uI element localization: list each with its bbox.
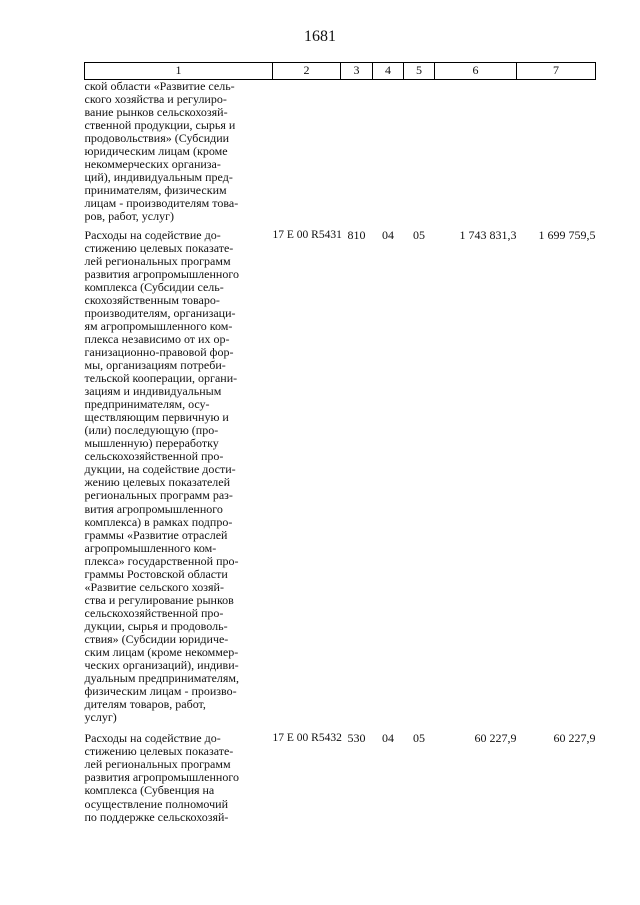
text-line: зациям и индивидуальным — [84, 384, 222, 399]
target-code: 17 Е 00 R5432 — [272, 732, 342, 745]
text-line: некоммерческих организа- — [84, 157, 221, 172]
text-line: региональных программ раз- — [84, 488, 233, 503]
section-code: 04 — [382, 731, 394, 746]
text-line: дуальным предпринимателям, — [84, 671, 239, 686]
text-line: ций), индивидуальным пред- — [84, 170, 233, 185]
text-line: ской области «Развитие сель- — [84, 79, 235, 93]
text-line: граммы «Развитие отраслей — [84, 527, 228, 542]
row-description — [85, 732, 273, 823]
text-line: плекса независимо от их ор- — [84, 331, 230, 346]
text-line: ствия» (Субсидии юридиче- — [84, 631, 229, 646]
header-row — [85, 63, 596, 80]
text-line: стижению целевых показате- — [84, 744, 234, 759]
text-line: комплекса (Субсидии сель- — [84, 279, 224, 294]
row-description — [85, 80, 273, 229]
text-line: развития агропромышленного — [84, 770, 239, 785]
target-code: 17 Е 00 R5431 — [272, 228, 342, 241]
text-line: комплекса (Субвенция на — [84, 783, 215, 798]
text-line: ческих организаций), индиви- — [84, 658, 239, 673]
page-number: 1681 — [304, 28, 336, 45]
text-line: принимателям, физическим — [84, 183, 227, 198]
table-row — [85, 732, 596, 823]
amount-column-6 — [435, 80, 517, 229]
text-line: ства и регулирование рынков — [84, 592, 234, 607]
text-line: (или) последующую (про- — [84, 423, 219, 438]
text-line: скохозяйственным товаро- — [84, 292, 220, 307]
amount-column-7: 1 699 759,5 — [538, 227, 596, 242]
text-line: ям агропромышленного ком- — [84, 318, 233, 333]
text-line: ществляющим первичную и — [84, 410, 229, 425]
text-line: ганизационно-правовой фор- — [84, 344, 234, 359]
text-line: вития агропромышленного — [84, 501, 223, 516]
text-line: лей региональных программ — [84, 253, 231, 268]
table-row — [85, 80, 596, 229]
subsection-code: 05 — [413, 227, 425, 242]
text-line: Расходы на содействие до- — [84, 731, 221, 746]
subsection-code — [404, 80, 435, 229]
amount-column-6: 1 743 831,3 — [459, 227, 517, 242]
column-header-5: 5 — [404, 63, 435, 80]
subsection-code: 05 — [413, 731, 425, 746]
text-line: сельскохозяйственной про- — [84, 605, 224, 620]
row-description — [85, 229, 273, 733]
amount-column-7 — [517, 80, 596, 229]
budget-table — [84, 62, 596, 824]
text-line: тельской кооперации, органи- — [84, 371, 238, 386]
text-line: стижению целевых показате- — [84, 240, 234, 255]
table-body — [85, 80, 596, 824]
section-code — [373, 80, 404, 229]
expense-type: 530 — [347, 731, 366, 746]
text-line: дителям товаров, работ, — [84, 697, 206, 712]
column-header-1: 1 — [85, 63, 273, 80]
text-line: развития агропромышленного — [84, 266, 239, 281]
text-line: дукции, сырья и продоволь- — [84, 618, 228, 633]
column-header-2: 2 — [273, 63, 341, 80]
text-line: предпринимателям, осу- — [84, 397, 210, 412]
table-header — [85, 63, 596, 80]
text-line: комплекса) в рамках подпро- — [84, 514, 233, 529]
text-line: мы, организациям потреби- — [84, 357, 226, 372]
text-line: мышленную) переработку — [84, 436, 219, 451]
text-line: граммы Ростовской области — [84, 566, 228, 581]
text-line: осуществление полномочий — [84, 796, 229, 811]
column-header-4: 4 — [373, 63, 404, 80]
text-line: плекса» государственной про- — [84, 553, 239, 568]
text-line: лей региональных программ — [84, 757, 231, 772]
text-line: жению целевых показателей — [84, 475, 231, 490]
expense-type: 810 — [347, 227, 366, 242]
expense-type — [341, 80, 373, 229]
text-line: ским лицам (кроме некоммер- — [84, 645, 239, 660]
text-line: Расходы на содействие до- — [84, 227, 221, 242]
text-line: юридическим лицам (кроме — [84, 144, 228, 159]
column-header-7: 7 — [517, 63, 596, 80]
amount-column-7: 60 227,9 — [553, 731, 596, 746]
text-line: агропромышленного ком- — [84, 540, 217, 555]
text-line: ского хозяйства и регулиро- — [84, 92, 227, 107]
text-line: сельскохозяйственной про- — [84, 449, 224, 464]
amount-column-6: 60 227,9 — [474, 731, 517, 746]
text-line: производителям, организаци- — [84, 305, 236, 320]
text-line: ров, работ, услуг) — [84, 209, 175, 224]
column-header-3: 3 — [341, 63, 373, 80]
text-line: ственной продукции, сырья и — [84, 118, 236, 133]
text-line: лицам - производителям това- — [84, 196, 239, 211]
section-code: 04 — [382, 227, 394, 242]
column-header-6: 6 — [435, 63, 517, 80]
text-line: «Развитие сельского хозяй- — [84, 579, 224, 594]
text-line: продовольствия» (Субсидии — [84, 131, 230, 146]
text-line: услуг) — [84, 710, 117, 725]
text-line: физическим лицам - произво- — [84, 684, 237, 699]
text-line: по поддержке сельскохозяй- — [84, 809, 229, 824]
text-line: вание рынков сельскохозяй- — [84, 105, 228, 120]
text-line: дукции, на содействие дости- — [84, 462, 236, 477]
target-code — [273, 80, 341, 229]
table-row — [85, 229, 596, 733]
